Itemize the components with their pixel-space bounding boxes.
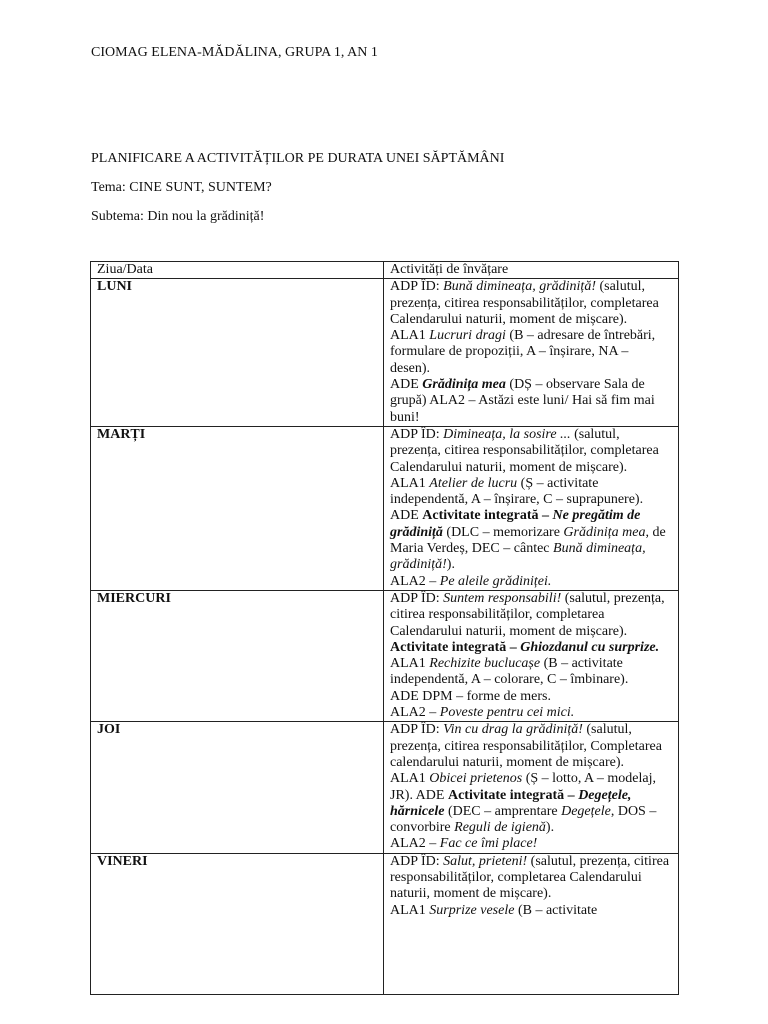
day-cell: MIERCURI bbox=[91, 590, 384, 721]
activities-cell bbox=[384, 853, 679, 994]
activity-line bbox=[390, 328, 670, 377]
activity-line bbox=[390, 903, 670, 919]
text-segment: ). bbox=[446, 557, 455, 573]
table-row bbox=[91, 590, 679, 721]
text-segment: (Ș – activitate independentă, A – înșirare, C – suprapunere). bbox=[390, 475, 644, 508]
text-segment: (salutul, prezența, citirea responsabilităților, completarea Calendarului naturii, moment de mișcare). bbox=[390, 853, 670, 902]
text-segment: ALA1 bbox=[390, 475, 430, 491]
text-segment: Obicei prietenos bbox=[429, 771, 523, 787]
text-segment: ALA2 – bbox=[390, 705, 440, 721]
activity-line bbox=[390, 854, 670, 903]
activities-cell bbox=[384, 590, 679, 721]
day-cell: JOI bbox=[91, 722, 384, 853]
text-segment: (DȘ – observare Sala de grupă) ALA2 – Astăzi este luni/ Hai să fim mai buni! bbox=[390, 377, 655, 425]
text-segment: Activitate integrată – bbox=[447, 787, 579, 803]
author-line: CIOMAG ELENA-MĂDĂLINA, GRUPA 1, AN 1 bbox=[91, 45, 378, 60]
text-segment: (DEC – amprentare bbox=[444, 803, 562, 819]
text-segment: ALA1 bbox=[390, 771, 430, 787]
activity-line bbox=[390, 722, 670, 771]
header-day: Ziua/Data bbox=[91, 262, 384, 279]
text-segment: Salut, prieteni! bbox=[443, 853, 528, 869]
text-segment: (salutul, prezența, citirea responsabilităților, completarea Calendarului naturii, moment de mișcare). bbox=[390, 426, 659, 475]
table-header-row bbox=[91, 262, 679, 279]
text-segment: Activitate integrată – bbox=[422, 508, 553, 524]
table-row bbox=[91, 853, 679, 994]
text-segment: (salutul, prezența, citirea responsabilităților, completarea Calendarului naturii, moment de mișcare). bbox=[390, 590, 665, 639]
text-segment: ALA1 bbox=[390, 902, 430, 918]
text-segment: ADP ÎD: bbox=[390, 722, 444, 738]
text-segment: Grădinița mea bbox=[422, 377, 506, 393]
text-segment: Grădinița mea bbox=[563, 524, 646, 540]
activity-line bbox=[390, 705, 670, 721]
text-segment: Lucruri dragi bbox=[429, 328, 506, 344]
table-row bbox=[91, 722, 679, 853]
text-segment: ADP ÎD: bbox=[390, 590, 444, 606]
text-segment: Degețele, hărnicele bbox=[390, 787, 632, 819]
activity-line bbox=[390, 508, 670, 573]
text-segment: Reguli de igienă bbox=[454, 820, 546, 836]
text-segment: Fac ce îmi place! bbox=[439, 836, 538, 852]
text-segment: Ghiozdanul cu surprize. bbox=[520, 639, 660, 655]
text-segment: ADP ÎD: bbox=[390, 426, 444, 442]
text-segment: ). bbox=[545, 820, 555, 836]
text-segment: , DOS – convorbire bbox=[390, 803, 657, 836]
activity-line bbox=[390, 279, 670, 328]
text-segment: Ne pregătim de grădiniță bbox=[390, 508, 641, 540]
text-segment: Degețele bbox=[561, 803, 611, 819]
text-segment: Bună dimineața, grădiniță! bbox=[443, 279, 596, 295]
text-segment: Poveste pentru cei mici. bbox=[439, 705, 575, 721]
activities-cell bbox=[384, 279, 679, 427]
text-segment: (B – activitate independentă, A – colorare, C – îmbinare). bbox=[390, 656, 629, 688]
text-segment: ADP ÎD: bbox=[390, 279, 444, 295]
text-segment: ADE bbox=[390, 508, 423, 524]
activity-line bbox=[390, 640, 670, 656]
activity-line bbox=[390, 689, 670, 705]
activity-line bbox=[390, 377, 670, 426]
text-segment: Atelier de lucru bbox=[429, 475, 518, 491]
activity-line bbox=[390, 574, 670, 590]
text-segment: Dimineața, la sosire ... bbox=[443, 426, 571, 442]
activity-line bbox=[390, 771, 670, 836]
text-segment: Bună dimineața, grădiniță! bbox=[390, 541, 646, 573]
activity-line bbox=[390, 591, 670, 640]
header-activities: Activități de învățare bbox=[384, 262, 679, 279]
text-segment: Surprize vesele bbox=[429, 902, 515, 918]
day-cell: MARȚI bbox=[91, 426, 384, 590]
text-segment: ADE DPM – forme de mers. bbox=[390, 688, 551, 704]
document-title: PLANIFICARE A ACTIVITĂȚILOR PE DURATA UNEI SĂPTĂMÂNI bbox=[91, 151, 505, 166]
text-segment: ALA1 bbox=[390, 328, 430, 344]
text-segment: Pe aleile grădiniței. bbox=[439, 573, 552, 589]
text-segment: (B – activitate bbox=[514, 902, 598, 918]
theme-line: Tema: CINE SUNT, SUNTEM? bbox=[91, 180, 272, 195]
activity-line bbox=[390, 836, 670, 852]
text-segment: (DLC – memorizare bbox=[442, 524, 564, 540]
text-segment: Suntem responsabili! bbox=[443, 590, 562, 606]
text-segment: Activitate integrată – bbox=[390, 639, 521, 655]
text-segment: (salutul, prezența, citirea responsabilităților, completarea Calendarului naturii, moment de mișcare). bbox=[390, 279, 659, 327]
day-cell: LUNI bbox=[91, 279, 384, 427]
text-segment: ALA2 – bbox=[390, 573, 440, 589]
activity-line bbox=[390, 476, 670, 509]
text-segment: Rechizite buclucașe bbox=[429, 656, 541, 672]
activities-cell bbox=[384, 426, 679, 590]
text-segment: (B – adresare de întrebări, formulare de propoziții, A – înșirare, NA – desen). bbox=[390, 328, 656, 376]
text-segment: Vin cu drag la grădiniță! bbox=[443, 722, 583, 738]
clipped-content bbox=[390, 854, 670, 994]
activities-cell bbox=[384, 722, 679, 853]
text-segment: ALA2 – bbox=[390, 836, 440, 852]
subtheme-line: Subtema: Din nou la grădiniță! bbox=[91, 209, 265, 224]
text-segment: ADE bbox=[390, 377, 423, 393]
activity-line bbox=[390, 656, 670, 689]
activity-line bbox=[390, 427, 670, 476]
day-cell: VINERI bbox=[91, 853, 384, 994]
weekly-plan-table bbox=[90, 261, 679, 995]
text-segment: (salutul, prezența, citirea responsabilităților, Completarea calendarului naturii, moment de mișcare). bbox=[390, 722, 662, 770]
text-segment: ADP ÎD: bbox=[390, 853, 444, 869]
text-segment: ALA1 bbox=[390, 656, 430, 672]
text-segment: (Ș – lotto, A – modelaj, JR). ADE bbox=[390, 771, 656, 803]
table-row bbox=[91, 279, 679, 427]
table-row bbox=[91, 426, 679, 590]
text-segment: , de Maria Verdeș, DEC – cântec bbox=[390, 524, 666, 557]
